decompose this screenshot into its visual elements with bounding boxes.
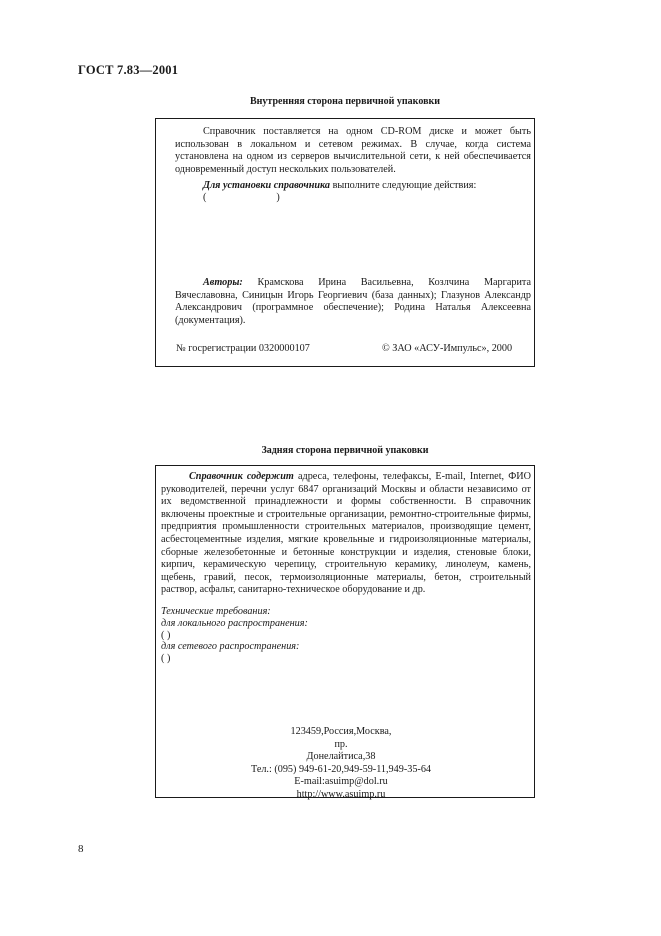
copyright: © ЗАО «АСУ-Импульс», 2000	[382, 343, 513, 354]
contents-text: адреса, телефоны, телефаксы, E-mail, Internet, ФИО руководителей, перечни услуг 6847 организаций Москвы и области независимо от их ведомственной принадлежности и формы собственности. В справочник включены проектные и строительные организации, ремонтно-строительные фирмы, предприятия промышленности строительных материалов, производящие цемент, асбестоцементные изделия, мягкие кровельные и гидроизоляционные материалы, сборные железобетонные и бетонные конструкции и изделия, стеновые блоки, кирпич, керамическую черепицу, строительную керамику, линолеум, камень, щебень, гравий, песок, термоизоляционные материалы, бетон, строительный раствор, асфальт, санитарно-техническое оборудование и др.	[161, 471, 531, 596]
install-paren-close: )	[276, 192, 280, 203]
address-line: 123459,Россия,Москва,	[290, 726, 392, 737]
inner-side-title: Внутренняя сторона первичной упаковки	[249, 96, 440, 107]
email-line: E-mail:asuimp@dol.ru	[294, 776, 388, 788]
registration-number: № госрегистрации 0320000107	[176, 343, 310, 354]
page-number: 8	[78, 843, 84, 855]
address-line: пр.	[334, 738, 348, 750]
inner-description: Справочник поставляется на одном CD-ROM диске и может быть использован в локальном и сетевом режимах. В случае, когда система установлена на одном из серверов вычислительной сети, к ней обеспечивается одновременный доступ нескольких пользователей.	[175, 126, 531, 175]
authors-paragraph	[175, 277, 531, 327]
address-block	[216, 726, 466, 802]
local-distribution-label: для локального распространения:	[161, 618, 308, 629]
contents-label: Справочник содержит	[189, 471, 294, 482]
local-distribution-value: ( )	[161, 630, 171, 641]
website-line: http://www.asuimp.ru	[296, 788, 386, 800]
network-distribution-label: для сетевого распространения:	[161, 641, 300, 652]
phone-line: Тел.: (095) 949-61-20,949-59-11,949-35-64	[250, 763, 432, 775]
address-line: Донелайтиса,38	[306, 751, 376, 763]
inner-side-box	[155, 118, 535, 367]
install-label: Для установки справочника	[203, 180, 331, 191]
install-line	[203, 180, 476, 193]
back-side-title: Задняя сторона первичной упаковки	[261, 445, 429, 456]
contents-paragraph	[161, 471, 531, 597]
document-header: ГОСТ 7.83—2001	[78, 63, 179, 77]
network-distribution-value: ( )	[161, 653, 171, 664]
tech-requirements-title: Технические требования:	[161, 606, 271, 617]
install-paren-open: (	[203, 192, 207, 203]
authors-text: Крамскова Ирина Васильевна, Козлчина Маргарита Вячеславовна, Синицын Игорь Георгиевич (база данных); Глазунов Александр Александрович (программное обеспечение); Родина Наталья Алексеевна (документация).	[175, 277, 531, 326]
install-text: выполните следующие действия:	[330, 180, 477, 191]
back-side-box	[155, 465, 535, 798]
install-parens	[203, 192, 280, 205]
authors-label: Авторы:	[203, 277, 243, 288]
